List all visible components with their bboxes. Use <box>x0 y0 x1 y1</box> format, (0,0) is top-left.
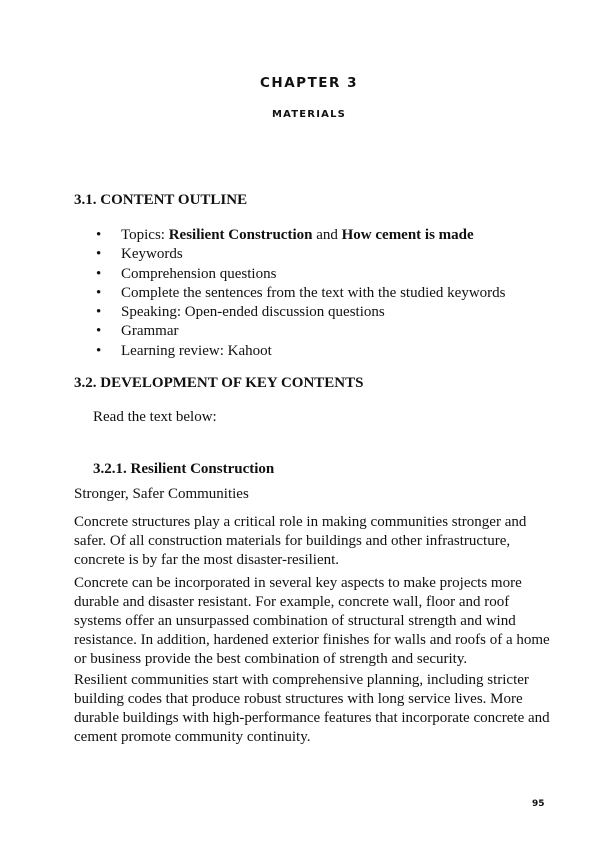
bullet-icon: • <box>96 284 102 301</box>
list-item-label: Speaking: Open-ended discussion questions <box>121 304 385 321</box>
list-item-label: Keywords <box>121 246 183 263</box>
list-item-label: Grammar <box>121 323 179 340</box>
list-item <box>96 226 506 245</box>
paragraph: Concrete can be incorporated in several key aspects to make projects more durable and disaster resistant. For example, concrete wall, floor and roof systems offer an unsurpassed combination of structural strength and wind resistance. In addition, hardened exterior finishes for walls and roofs of a home or business provide the best combination of strength and security. <box>74 575 550 667</box>
chapter-title: CHAPTER 3 <box>260 75 358 91</box>
list-item-label: Comprehension questions <box>121 265 277 282</box>
page-number: 95 <box>532 799 545 809</box>
list-item <box>96 265 506 284</box>
topic-resilient-construction: Resilient Construction <box>168 227 313 243</box>
topic-how-cement-is-made: How cement is made <box>341 227 474 243</box>
paragraph: Resilient communities start with comprehensive planning, including stricter building codes that produce robust structures with long service lives. More durable buildings with high-performance features that incorporate concrete and cement promote community continuity. <box>74 672 550 745</box>
bullet-icon: • <box>96 227 102 243</box>
bullet-icon: • <box>96 323 102 340</box>
list-item <box>96 245 506 264</box>
content-outline-list <box>96 226 506 361</box>
bullet-icon: • <box>96 304 102 321</box>
article-subtitle: Stronger, Safer Communities <box>74 486 249 502</box>
topics-prefix: Topics: <box>121 227 169 243</box>
list-item <box>96 284 506 303</box>
instruction-text: Read the text below: <box>93 409 217 425</box>
list-item-label: Complete the sentences from the text with the studied keywords <box>121 284 506 301</box>
topics-join: and <box>312 227 342 243</box>
bullet-icon: • <box>96 342 102 359</box>
subsection-heading: 3.2.1. Resilient Construction <box>93 461 275 477</box>
paragraph: Concrete structures play a critical role in making communities stronger and safer. Of all construction materials for buildings and other infrastructure, concrete is by far the most disaster-resilient. <box>74 514 527 568</box>
list-item-label: Learning review: Kahoot <box>121 342 272 359</box>
chapter-subtitle: MATERIALS <box>271 109 347 120</box>
list-item <box>96 303 506 322</box>
section-heading-development: 3.2. DEVELOPMENT OF KEY CONTENTS <box>74 375 364 391</box>
bullet-icon: • <box>96 265 102 282</box>
list-item <box>96 342 506 361</box>
section-heading-content-outline: 3.1. CONTENT OUTLINE <box>74 192 248 208</box>
bullet-icon: • <box>96 246 102 263</box>
list-item <box>96 322 506 341</box>
